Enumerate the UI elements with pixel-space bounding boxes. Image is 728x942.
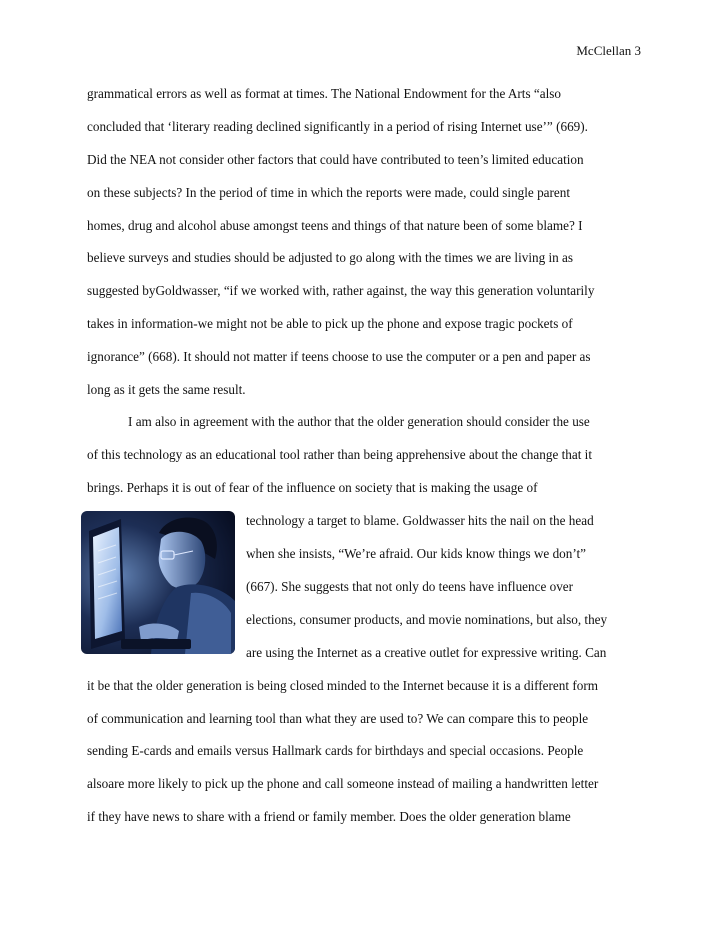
body-text-line: ignorance” (668). It should not matter if teens choose to use the computer or a pen and paper as [87,349,591,364]
body-text-line: I am also in agreement with the author that the older generation should consider the use [128,414,590,429]
body-text-line: alsoare more likely to pick up the phone and call someone instead of mailing a handwritten letter [87,776,599,791]
body-text-line: are using the Internet as a creative outlet for expressive writing. Can [246,645,607,660]
body-text-line: believe surveys and studies should be adjusted to go along with the times we are living in as [87,250,574,265]
body-text-line: takes in information-we might not be able to pick up the phone and expose tragic pockets of [87,316,573,331]
body-text-line: if they have news to share with a friend or family member. Does the older generation blame [87,809,571,824]
body-text-line: of this technology as an educational tool rather than being apprehensive about the change that it [87,447,592,462]
body-text-line: grammatical errors as well as format at times. The National Endowment for the Arts “also [87,86,561,101]
body-text-line: suggested byGoldwasser, “if we worked with, rather against, the way this generation voluntarily [87,283,595,298]
body-text-line: sending E-cards and emails versus Hallmark cards for birthdays and special occasions. People [87,743,584,758]
body-text-line: brings. Perhaps it is out of fear of the influence on society that is making the usage of [87,480,538,495]
body-text-line: on these subjects? In the period of time in which the reports were made, could single parent [87,185,571,200]
body-text-line: concluded that ‘literary reading declined significantly in a period of rising Internet use’” (669). [87,119,588,134]
teen-at-computer-photo [81,511,235,654]
body-text-line: when she insists, “We’re afraid. Our kids know things we don’t” [246,546,587,561]
body-text-line: technology a target to blame. Goldwasser hits the nail on the head [246,513,594,528]
body-text-line: it be that the older generation is being closed minded to the Internet because it is a different form [87,678,598,693]
body-text-line: elections, consumer products, and movie nominations, but also, they [246,612,608,627]
page-header: McClellan 3 [576,43,641,58]
body-text-line: Did the NEA not consider other factors that could have contributed to teen’s limited education [87,152,584,167]
body-text-line: homes, drug and alcohol abuse amongst teens and things of that nature been of some blame? I [87,218,583,233]
body-text-line: long as it gets the same result. [87,382,246,397]
body-text-line: of communication and learning tool than what they are used to? We can compare this to people [87,711,589,726]
body-text-line: (667). She suggests that not only do teens have influence over [246,579,574,594]
